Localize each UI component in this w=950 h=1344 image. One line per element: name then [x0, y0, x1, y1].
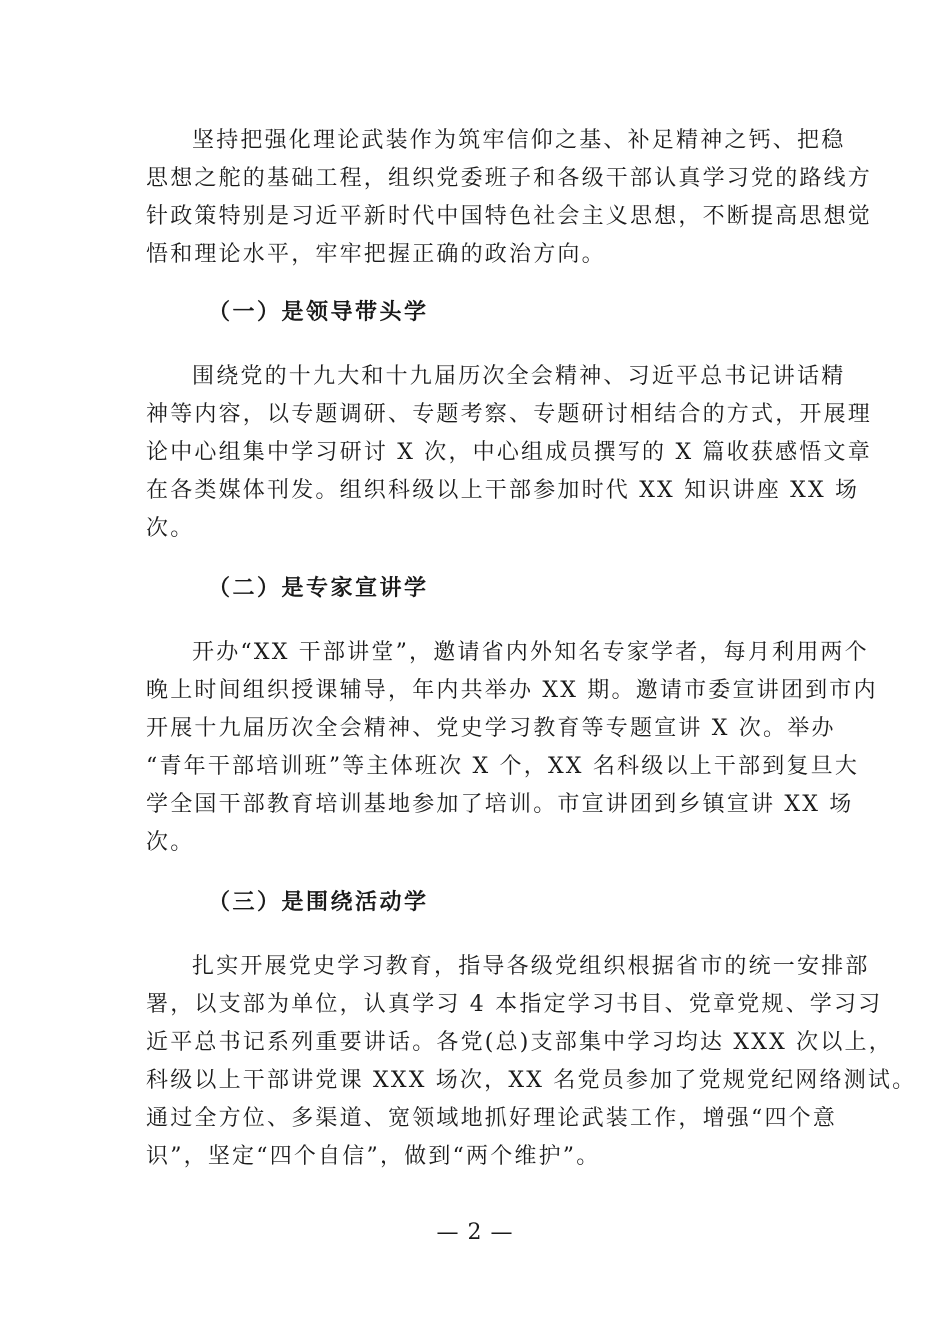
paragraph-4-line-4: 科级以上干部讲党课 XXX 场次，XX 名党员参加了党规党纪网络测试。: [146, 1068, 917, 1093]
paragraph-3-line-5: 学全国干部教育培训基地参加了培训。市宣讲团到乡镇宣讲 XX 场: [146, 792, 854, 817]
paragraph-3-line-2: 晚上时间组织授课辅导，年内共举办 XX 期。邀请市委宣讲团到市内: [146, 678, 878, 703]
paragraph-1-line-2: 思想之舵的基础工程，组织党委班子和各级干部认真学习党的路线方: [146, 166, 873, 191]
paragraph-4-line-3: 近平总书记系列重要讲话。各党(总)支部集中学习均达 XXX 次以上，: [146, 1030, 893, 1055]
paragraph-2-line-1: 围绕党的十九大和十九届历次全会精神、习近平总书记讲话精: [192, 364, 846, 389]
section-heading-3: （三）是围绕活动学: [208, 890, 429, 915]
paragraph-1-line-1: 坚持把强化理论武装作为筑牢信仰之基、补足精神之钙、把稳: [192, 128, 846, 153]
paragraph-3-line-1: 开办“XX 干部讲堂”，邀请省内外知名专家学者，每月利用两个: [192, 640, 869, 665]
paragraph-3-line-3: 开展十九届历次全会精神、党史学习教育等专题宣讲 X 次。举办: [146, 716, 836, 741]
paragraph-3-line-4: “青年干部培训班”等主体班次 X 个，XX 名科级以上干部到复旦大: [146, 754, 860, 779]
paragraph-1-line-3: 针政策特别是习近平新时代中国特色社会主义思想，不断提高思想觉: [146, 204, 873, 229]
paragraph-2-line-2: 神等内容，以专题调研、专题考察、专题研讨相结合的方式，开展理: [146, 402, 873, 427]
paragraph-2-line-3: 论中心组集中学习研讨 X 次，中心组成员撰写的 X 篇收获感悟文章: [146, 440, 872, 465]
paragraph-2-line-4: 在各类媒体刊发。组织科级以上干部参加时代 XX 知识讲座 XX 场: [146, 478, 860, 503]
paragraph-4-line-1: 扎实开展党史学习教育，指导各级党组织根据省市的统一安排部: [192, 954, 870, 979]
paragraph-4-line-5: 通过全方位、多渠道、宽领域地抓好理论武装工作，增强“四个意: [146, 1106, 838, 1131]
page-number: — 2 —: [436, 1220, 514, 1245]
paragraph-4-line-2: 署，以支部为单位，认真学习 4 本指定学习书目、党章党规、学习习: [146, 992, 883, 1017]
paragraph-3-line-6: 次。: [146, 830, 195, 855]
paragraph-1-line-4: 悟和理论水平，牢牢把握正确的政治方向。: [146, 242, 606, 267]
section-heading-2: （二）是专家宣讲学: [208, 576, 429, 601]
paragraph-2-line-5: 次。: [146, 516, 195, 541]
section-heading-1: （一）是领导带头学: [208, 300, 429, 325]
paragraph-4-line-6: 识”，坚定“四个自信”，做到“两个维护”。: [146, 1144, 601, 1169]
